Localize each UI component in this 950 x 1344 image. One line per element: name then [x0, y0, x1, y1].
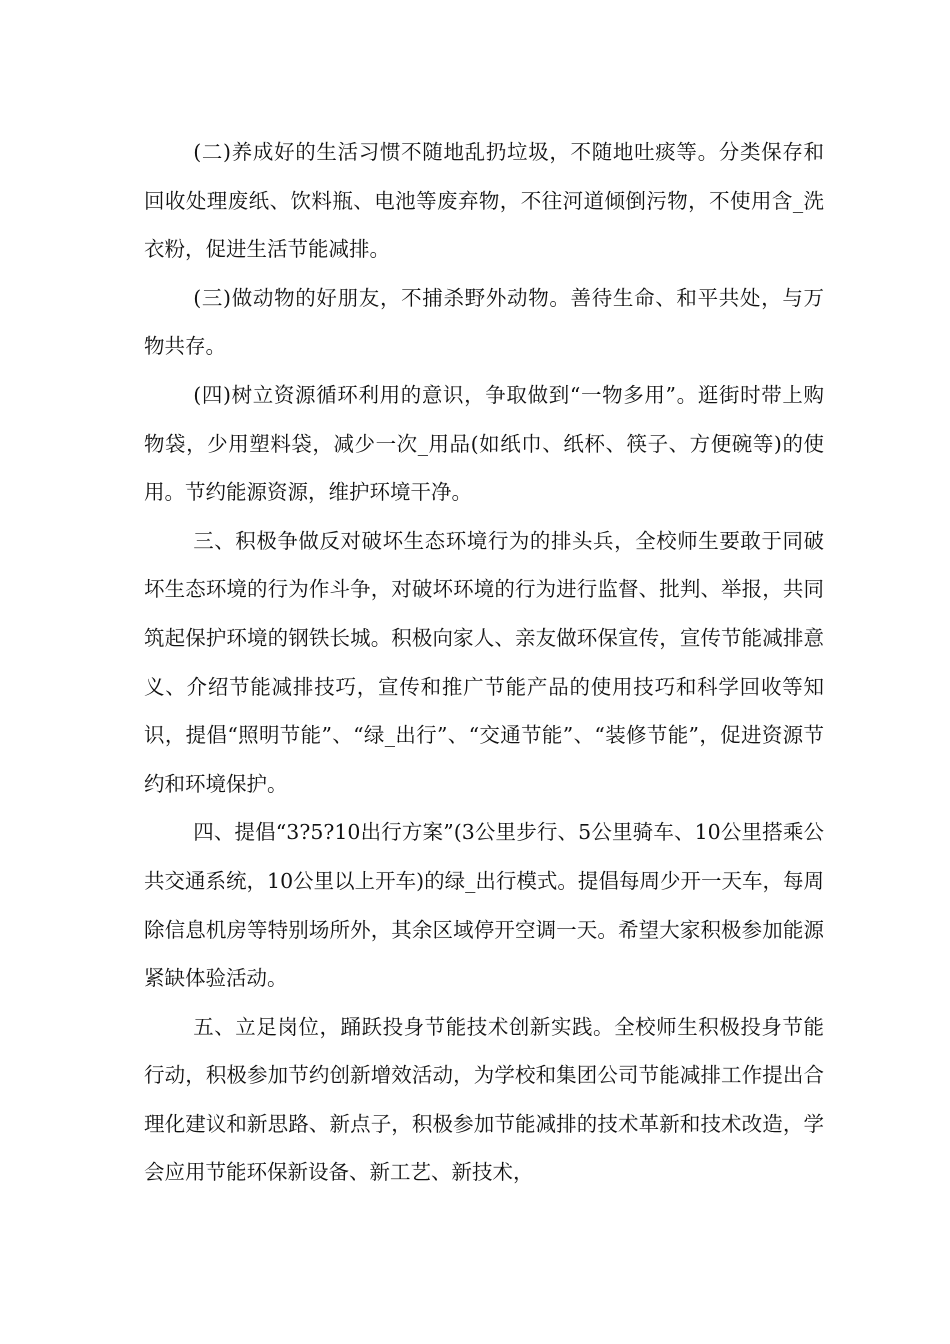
paragraph-section-five: 五、立足岗位，踊跃投身节能技术创新实践。全校师生积极投身节能行动，积极参加节约创新增效活动，为学校和集团公司节能减排工作提出合理化建议和新思路、新点子，积极参加节能减排的技术革新和技术改造，学会应用节能环保新设备、新工艺、新技术，	[144, 1014, 824, 1185]
document-body	[144, 128, 824, 1197]
paragraph-recycling: (四)树立资源循环利用的意识，争取做到“一物多用”。逛街时带上购物袋，少用塑料袋，减少一次_用品(如纸巾、纸杯、筷子、方便碗等)的使用。节约能源资源，维护环境干净。	[144, 382, 824, 505]
paragraph-section-three: 三、积极争做反对破坏生态环境行为的排头兵，全校师生要敢于同破坏生态环境的行为作斗争，对破坏环境的行为进行监督、批判、举报，共同筑起保护环境的钢铁长城。积极向家人、亲友做环保宣传，宣传节能减排意义、介绍节能减排技巧，宣传和推广节能产品的使用技巧和科学回收等知识，提倡“照明节能”、“绿_出行”、“交通节能”、“装修节能”，促进资源节约和环境保护。	[144, 528, 824, 796]
paragraph-animals: (三)做动物的好朋友，不捕杀野外动物。善待生命、和平共处，与万物共存。	[144, 285, 824, 359]
paragraph-habits: (二)养成好的生活习惯不随地乱扔垃圾，不随地吐痰等。分类保存和回收处理废纸、饮料瓶、电池等废弃物，不往河道倾倒污物，不使用含_洗衣粉，促进生活节能减排。	[144, 140, 824, 262]
paragraph-section-four: 四、提倡“3?5?10出行方案”(3公里步行、5公里骑车、10公里搭乘公共交通系统，10公里以上开车)的绿_出行模式。提倡每周少开一天车，每周除信息机房等特别场所外，其余区域停开空调一天。希望大家积极参加能源紧缺体验活动。	[144, 820, 824, 991]
